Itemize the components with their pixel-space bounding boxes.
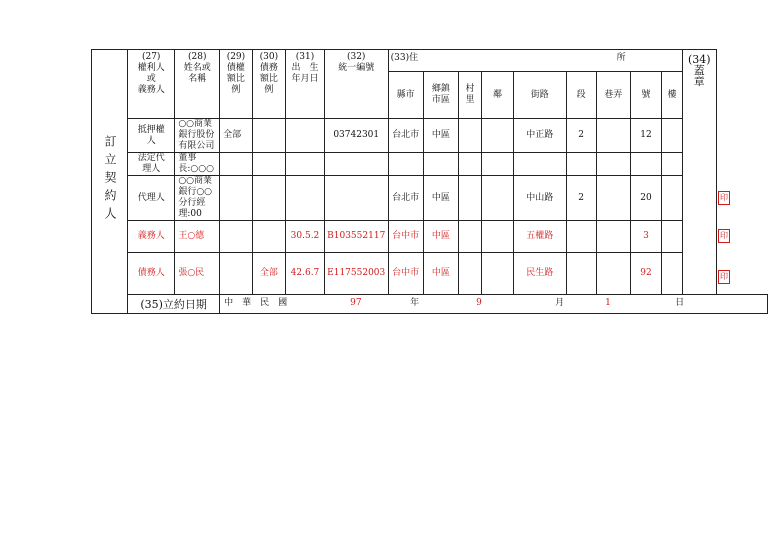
row-number: 92 [630,253,661,295]
row-role: 代理人 [128,176,175,221]
date-era: 中 華 民 國 [224,298,288,308]
row-birth [286,153,325,176]
row-street [514,153,566,176]
row-name: 董事長:○○○ [175,153,220,176]
header-debt-line3: 例 [264,85,274,95]
table-row [92,153,768,176]
row-street: 民生路 [514,253,566,295]
header-neighbor: 鄰 [481,72,513,119]
row-village [459,119,482,153]
header-name-line2: 名稱 [188,74,207,84]
row-district: 中區 [423,253,458,295]
header-debt-line2: 額比 [259,74,278,84]
date-day-unit: 日 [675,298,685,308]
header-name-line1: 姓名或 [183,63,211,73]
row-street: 五權路 [514,221,566,253]
header-street: 街路 [514,72,566,119]
row-district: 中區 [423,119,458,153]
row-neighbor [481,119,513,153]
header-address [388,50,682,72]
row-role: 債務人 [128,253,175,295]
header-debt-line1: 債務 [259,63,278,73]
row-neighbor [481,176,513,221]
header-credit-line1: 債權 [226,63,245,73]
row-debt: 全部 [252,253,285,295]
header-role-line2: 或 [146,74,156,84]
row-section: 2 [566,176,596,221]
row-credit [220,221,253,253]
header-role-line3: 義務人 [137,85,165,95]
header-id-line1: 統一編號 [338,63,375,73]
row-id [324,153,388,176]
header-district-text: 鄉鎮市區 [431,84,450,105]
row-lane [596,153,630,176]
row-birth [286,176,325,221]
row-lane [596,253,630,295]
header-credit-num: (29) [226,52,246,62]
row-county: 台中市 [388,253,423,295]
row-section [566,153,596,176]
header-birth-line2: 年月日 [291,74,319,84]
date-label: (35)立約日期 [128,295,220,314]
seal-stamp-agent: 印 [718,191,730,205]
row-id: 03742301 [324,119,388,153]
date-day: 1 [605,298,611,308]
row-id: E117552003 [324,253,388,295]
row-name: ○○商業銀行○○分行經理:00 [175,176,220,221]
row-neighbor [481,221,513,253]
row-village [459,221,482,253]
row-county: 台北市 [388,119,423,153]
header-seal-line1: 蓋 章 [693,64,727,88]
header-address-right: 所 [616,53,626,63]
date-month: 9 [476,298,482,308]
header-district [423,72,458,119]
header-floor: 樓 [662,72,683,119]
table-row [92,253,768,295]
date-year-unit: 年 [410,298,420,308]
row-name: ○○商業銀行股份有限公司 [175,119,220,153]
row-section [566,253,596,295]
header-section: 段 [566,72,596,119]
header-credit-ratio [220,50,253,119]
row-lane [596,119,630,153]
row-debt [252,119,285,153]
row-debt [252,221,285,253]
row-street: 中正路 [514,119,566,153]
table-row [92,119,768,153]
row-number [630,153,661,176]
row-role: 抵押權人 [128,119,175,153]
side-label: 訂立契約人 [103,134,118,225]
row-floor [662,119,683,153]
row-name: 張○民 [175,253,220,295]
header-role-line1: 權利人 [137,63,165,73]
header-seal-num: (34) [687,53,711,66]
header-birth-num: (31) [295,52,315,62]
header-credit-line3: 例 [231,85,241,95]
header-seal [682,50,727,295]
row-name: 王○德 [175,221,220,253]
row-section: 2 [566,119,596,153]
date-row [92,295,768,314]
header-birth [286,50,325,119]
header-name [175,50,220,119]
contract-parties-form [91,49,768,314]
header-village [459,72,482,119]
row-credit [220,253,253,295]
header-number: 號 [630,72,661,119]
row-county [388,153,423,176]
table-row [92,176,768,221]
row-floor [662,176,683,221]
row-id [324,176,388,221]
row-county: 台北市 [388,176,423,221]
row-id: B103552117 [324,221,388,253]
header-debt-num: (30) [259,52,279,62]
row-role: 法定代理人 [128,153,175,176]
row-credit [220,176,253,221]
header-credit-line2: 額比 [226,74,245,84]
header-birth-line1: 出 生 [291,63,319,73]
header-address-left: (33)住 [390,53,419,63]
row-neighbor [481,153,513,176]
row-district: 中區 [423,176,458,221]
row-number: 3 [630,221,661,253]
row-floor [662,253,683,295]
row-role: 義務人 [128,221,175,253]
row-birth: 42.6.7 [286,253,325,295]
row-floor [662,153,683,176]
date-value-cell [220,295,768,314]
row-county: 台中市 [388,221,423,253]
row-debt [252,153,285,176]
row-neighbor [481,253,513,295]
row-village [459,176,482,221]
header-id [324,50,388,119]
row-credit: 全部 [220,119,253,153]
row-lane [596,176,630,221]
row-village [459,253,482,295]
row-birth [286,119,325,153]
header-id-num: (32) [346,52,366,62]
row-number: 12 [630,119,661,153]
parties-table [91,49,768,314]
header-debt-ratio [252,50,285,119]
header-village-text: 村里 [465,84,475,105]
header-lane: 巷弄 [596,72,630,119]
row-lane [596,221,630,253]
header-role [128,50,175,119]
row-village [459,153,482,176]
row-birth: 30.5.2 [286,221,325,253]
header-role-num: (27) [141,52,161,62]
seal-stamp-obligor: 印 [718,229,730,243]
row-debt [252,176,285,221]
row-credit [220,153,253,176]
row-floor [662,221,683,253]
seal-stamp-debtor: 印 [718,270,730,284]
row-number: 20 [630,176,661,221]
row-district: 中區 [423,221,458,253]
header-county: 縣市 [388,72,423,119]
header-name-num: (28) [188,52,207,62]
date-year: 97 [350,298,362,308]
row-street: 中山路 [514,176,566,221]
row-district [423,153,458,176]
row-section [566,221,596,253]
side-label-cell [92,50,128,314]
date-month-unit: 月 [555,298,565,308]
table-row [92,221,768,253]
